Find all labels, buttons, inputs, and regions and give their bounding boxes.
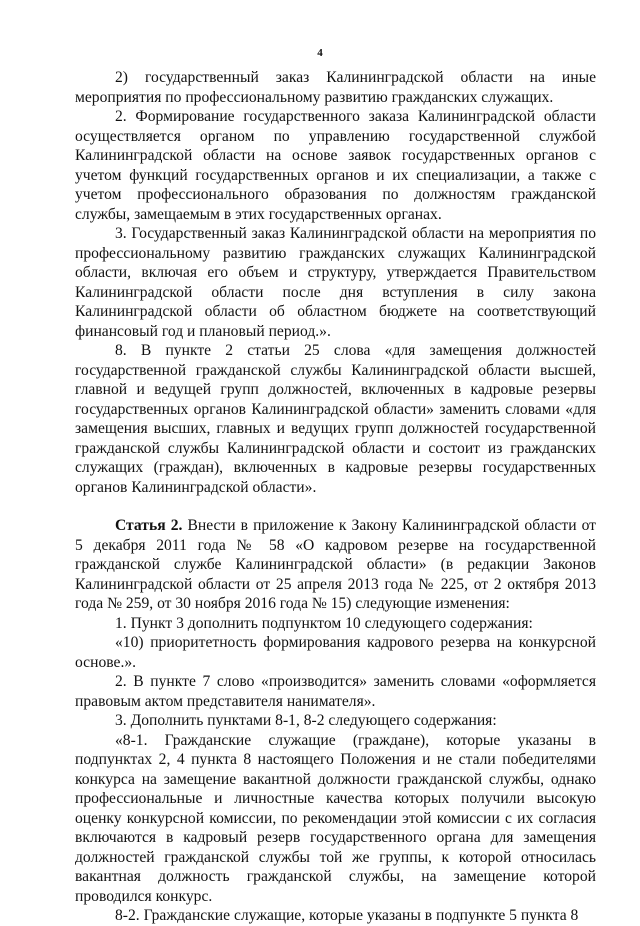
paragraph: 3. Государственный заказ Калининградской области на мероприятия по профессиональному развитию гражданских служащих Калининградской области, включая его объем и структуру, утверждается Правительством Калининградской области после дня вступления в силу закона Калининградской области об областном бюджете на соответствующий финансовый год и плановый период.». bbox=[75, 225, 596, 340]
paragraph: «8-1. Гражданские служащие (граждане), которые указаны в подпунктах 2, 4 пункта 8 настоящего Положения и не стали победителями конкурса на замещение вакантной должности гражданской службы, однако профессиональные и личностные качества которых получили высокую оценку конкурсной комиссии, по рекомендации этой комиссии с их согласия включаются в кадровый резерв государственного органа для замещения должностей гражданской службы той же группы, к которой относилась вакантная должность гражданской службы, на замещение которой проводился конкурс. bbox=[75, 731, 596, 905]
paragraph: «10) приоритетность формирования кадрового резерва на конкурсной основе.». bbox=[75, 634, 596, 671]
paragraph: 3. Дополнить пунктами 8-1, 8-2 следующего содержания: bbox=[115, 712, 497, 729]
paragraph: 2. В пункте 7 слово «производится» заменить словами «оформляется правовым актом представителя нанимателя». bbox=[75, 673, 596, 710]
paragraph: 8-2. Гражданские служащие, которые указаны в подпункте 5 пункта 8 bbox=[115, 907, 579, 924]
paragraph: 8. В пункте 2 статьи 25 слова «для замещения должностей государственной гражданской службы Калининградской области высшей, главной и ведущей групп должностей, включенных в кадровые резервы государственных органов Калининградской области» заменить словами «для замещения высших, главных и ведущих групп должностей государственной гражданской службы Калининградской области и состоит из гражданских служащих (граждан), включенных в кадровые резервы государственных органов Калининградской области». bbox=[75, 342, 596, 496]
article-heading: Статья 2. bbox=[115, 517, 183, 534]
article-intro: Внести в приложение к Закону Калининградской области от 5 декабря 2011 года № 58 «О кадровом резерве на государственной гражданской службе Калининградской области» (в редакции Законов Калининградской области от 25 апреля 2013 года № 225, от 2 октября 2013 года № 259, от 30 ноября 2016 года № 15) следующие изменения: bbox=[75, 517, 596, 612]
document-body bbox=[75, 68, 596, 926]
paragraph: 2. Формирование государственного заказа Калининградской области осуществляется органом по управлению государственной службой Калининградской области на основе заявок государственных органов с учетом функций государственных органов и их специализации, а также с учетом профессионального образования по должностям гражданской службы, замещаемым в этих государственных органах. bbox=[75, 108, 596, 223]
page-number: 4 bbox=[317, 47, 323, 59]
paragraph: 1. Пункт 3 дополнить подпунктом 10 следующего содержания: bbox=[115, 614, 533, 632]
paragraph: 2) государственный заказ Калининградской области на иные мероприятия по профессиональному развитию гражданских служащих. bbox=[75, 69, 596, 106]
article-2-paragraph bbox=[75, 516, 596, 614]
